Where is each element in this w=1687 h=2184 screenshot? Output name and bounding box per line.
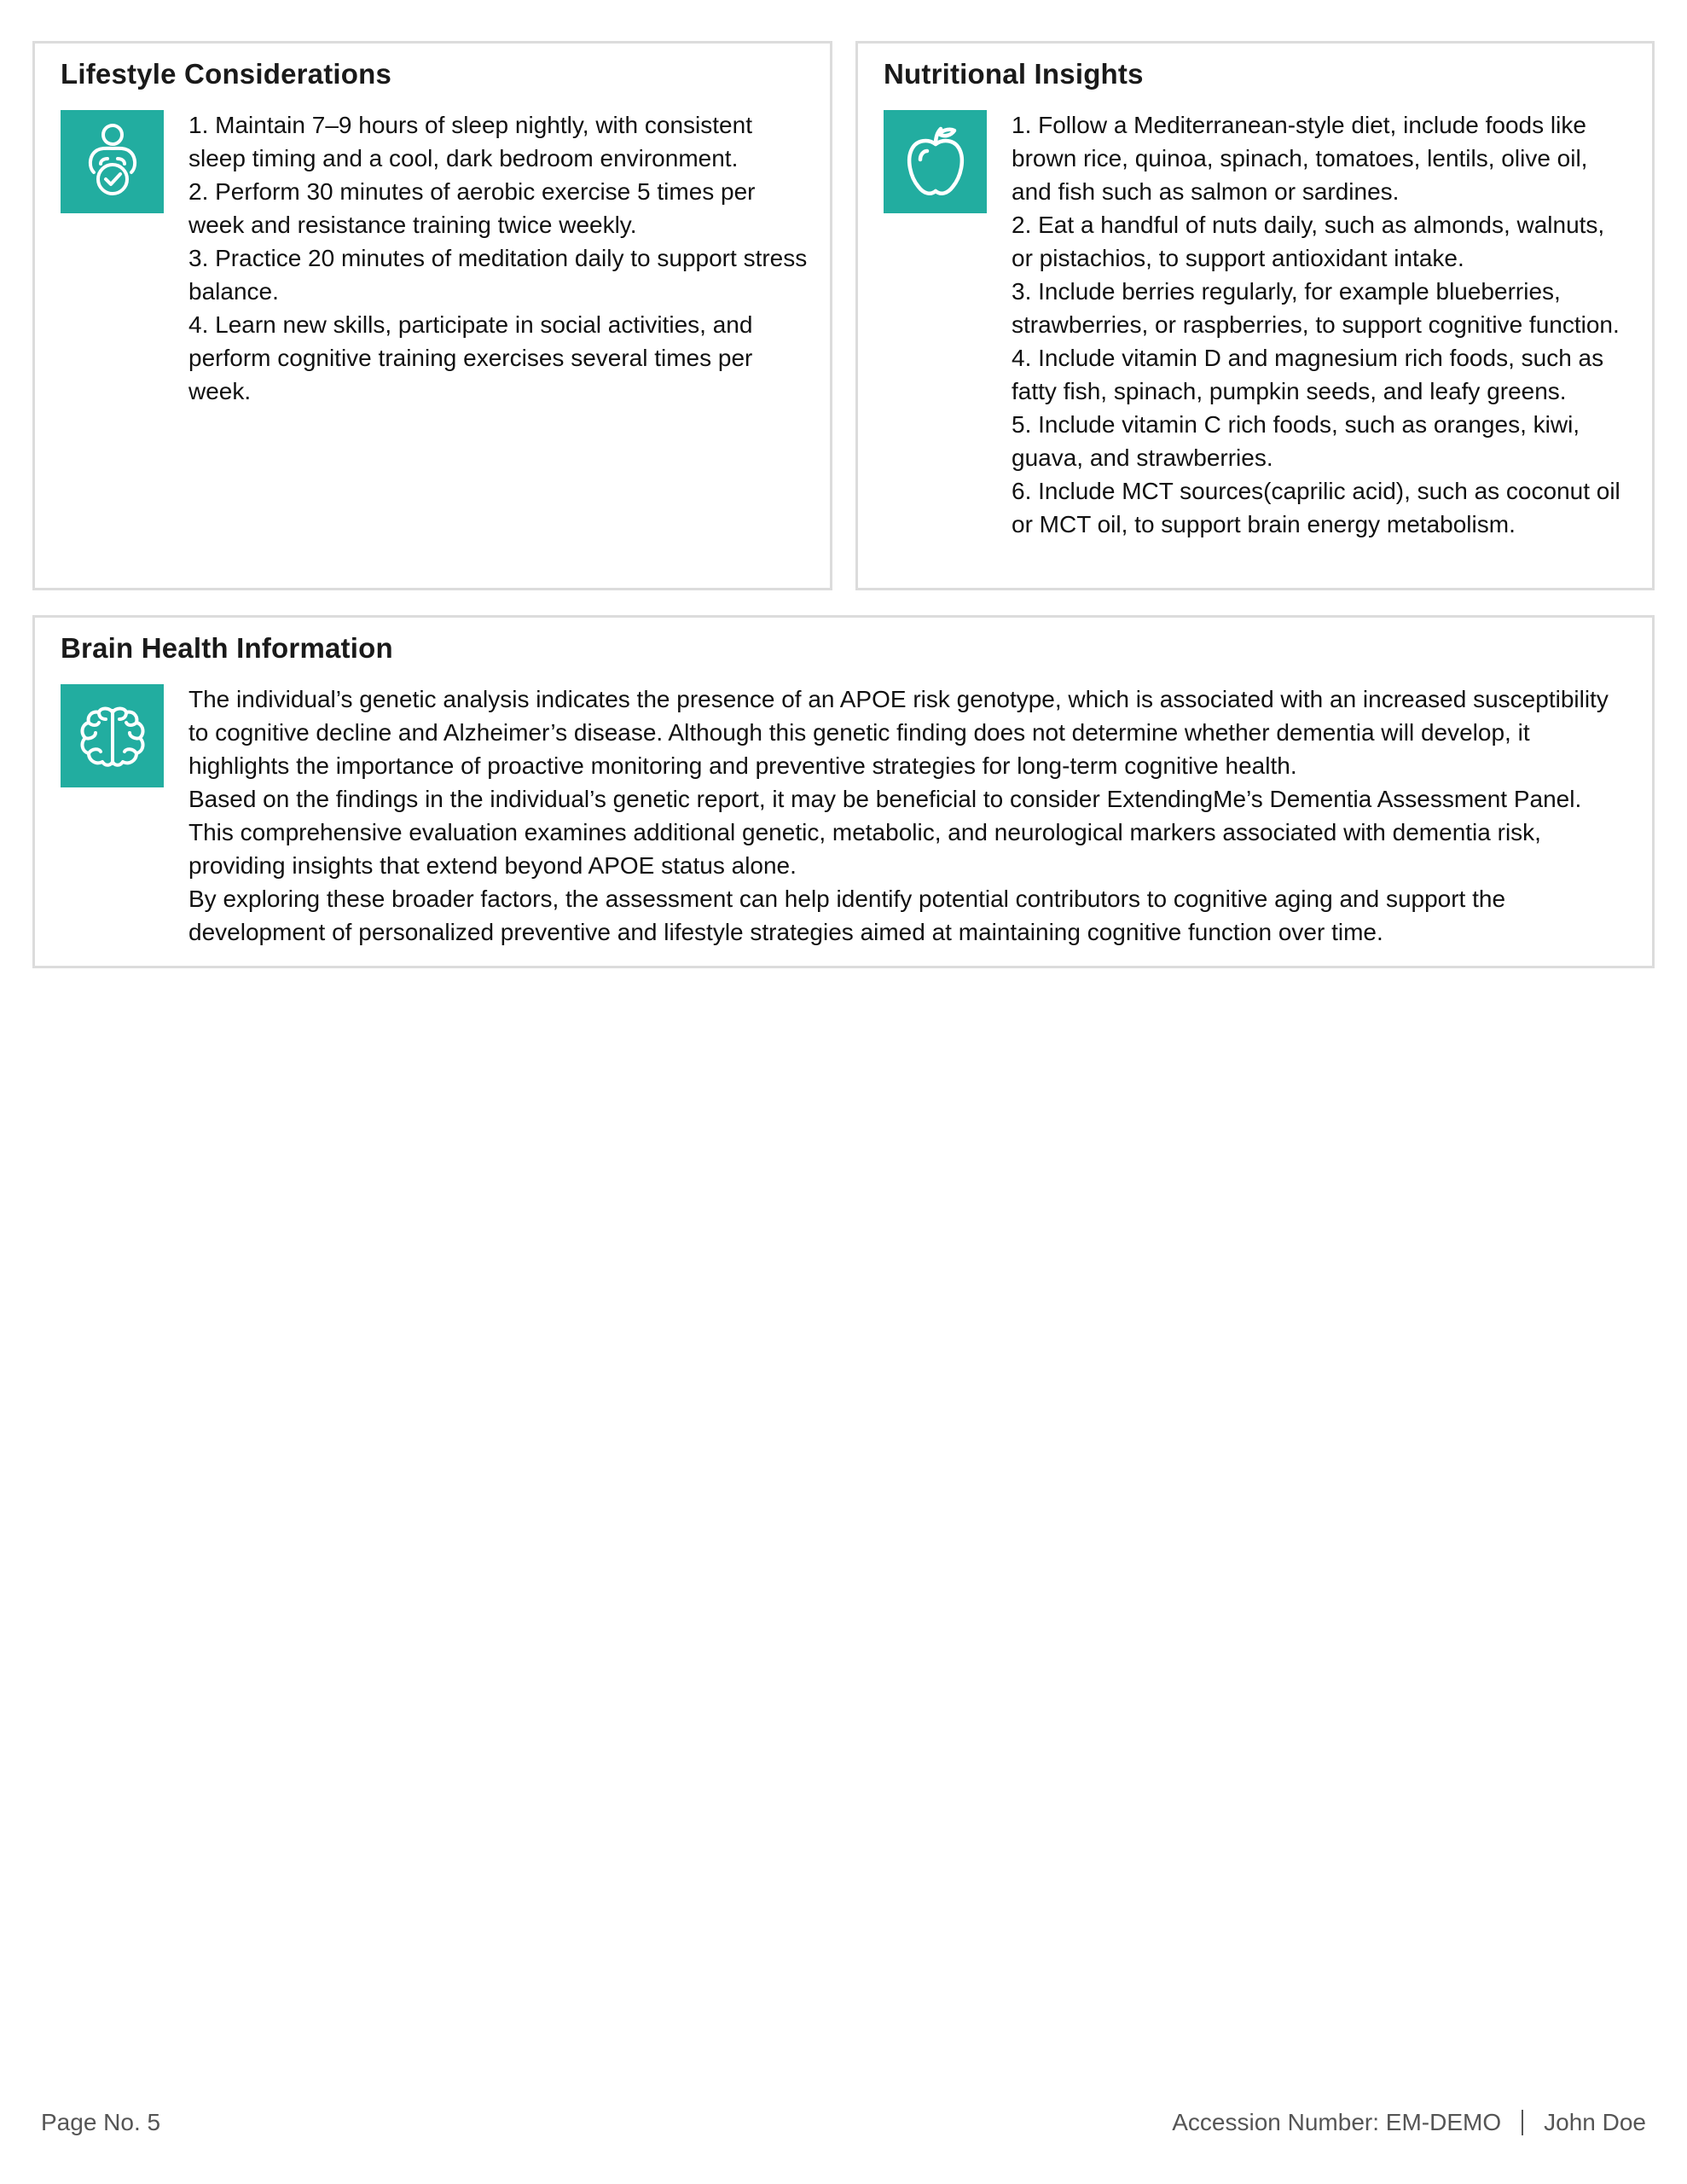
footer-identifiers bbox=[1172, 2107, 1646, 2138]
list-item: 3. Include berries regularly, for example blueberries, strawberries, or raspberries, to support cognitive function. bbox=[1012, 278, 1620, 338]
apple-icon bbox=[884, 110, 987, 213]
lifestyle-list bbox=[188, 108, 808, 408]
brain-health-title: Brain Health Information bbox=[61, 632, 393, 664]
lifestyle-card bbox=[32, 41, 832, 590]
list-item: 4. Include vitamin D and magnesium rich foods, such as fatty fish, spinach, pumpkin seeds, and leafy greens. bbox=[1012, 345, 1604, 404]
list-item: 1. Follow a Mediterranean-style diet, include foods like brown rice, quinoa, spinach, tomatoes, lentils, olive oil, and fish such as salmon or sardines. bbox=[1012, 112, 1588, 205]
brain-paragraph: The individual’s genetic analysis indicates the presence of an APOE risk genotype, which is associated with an increased susceptibility to cognitive decline and Alzheimer’s disease. Although this genetic finding does not determine whether dementia will develop, it highlights the importance of proactive monitoring and preventive strategies for long-term cognitive health. bbox=[188, 686, 1609, 779]
nutrition-list bbox=[1012, 108, 1630, 541]
accession-number: Accession Number: EM-DEMO bbox=[1172, 2109, 1502, 2135]
nutrition-title: Nutritional Insights bbox=[884, 58, 1144, 90]
list-item: 3. Practice 20 minutes of meditation daily to support stress balance. bbox=[188, 245, 808, 305]
page-number: Page No. 5 bbox=[41, 2109, 161, 2135]
brain-icon bbox=[61, 684, 164, 787]
list-item: 6. Include MCT sources(caprilic acid), such as coconut oil or MCT oil, to support brain energy metabolism. bbox=[1012, 478, 1620, 537]
list-item: 2. Perform 30 minutes of aerobic exercise 5 times per week and resistance training twice weekly. bbox=[188, 178, 756, 238]
nutrition-card bbox=[855, 41, 1655, 590]
list-item: 1. Maintain 7–9 hours of sleep nightly, with consistent sleep timing and a cool, dark bedroom environment. bbox=[188, 112, 752, 171]
brain-health-text bbox=[188, 682, 1630, 949]
brain-paragraph: Based on the findings in the individual’s genetic report, it may be beneficial to consider ExtendingMe’s Dementia Assessment Panel. This comprehensive evaluation examines additional genetic, metabolic, and neurological markers associated with dementia risk, providing insights that extend beyond APOE status alone. bbox=[188, 786, 1582, 879]
patient-name: John Doe bbox=[1544, 2109, 1646, 2135]
footer-divider bbox=[1522, 2110, 1523, 2135]
list-item: 2. Eat a handful of nuts daily, such as almonds, walnuts, or pistachios, to support antioxidant intake. bbox=[1012, 212, 1605, 271]
lifestyle-title: Lifestyle Considerations bbox=[61, 58, 392, 90]
list-item: 4. Learn new skills, participate in social activities, and perform cognitive training exercises several times per week. bbox=[188, 311, 753, 404]
brain-paragraph: By exploring these broader factors, the assessment can help identify potential contributors to cognitive aging and support the development of personalized preventive and lifestyle strategies aimed at maintaining cognitive function over time. bbox=[188, 886, 1506, 945]
brain-health-card bbox=[32, 615, 1655, 968]
list-item: 5. Include vitamin C rich foods, such as oranges, kiwi, guava, and strawberries. bbox=[1012, 411, 1580, 471]
person-check-icon bbox=[61, 110, 164, 213]
